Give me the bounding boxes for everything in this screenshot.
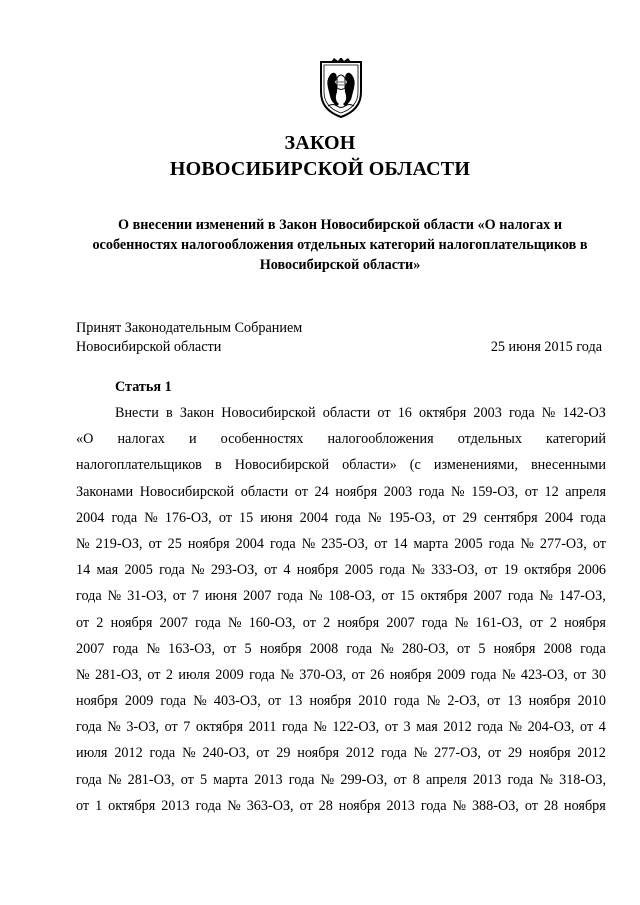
article-text-line: «О налогах и особенностях налогообложения отдельных категорий: [76, 431, 606, 448]
article-text-line: 14 мая 2005 года № 293-ОЗ, от 4 ноября 2005 года № 333-ОЗ, от 19 октября 2006: [76, 562, 606, 579]
article-text-line: 2007 года № 163-ОЗ, от 5 ноября 2008 года № 280-ОЗ, от 5 ноября 2008 года: [76, 640, 606, 657]
adoption-line1: Принят Законодательным Собранием: [76, 320, 303, 336]
article-text-line: от 1 октября 2013 года № 363-ОЗ, от 28 ноября 2013 года № 388-ОЗ, от 28 ноября: [76, 797, 606, 814]
law-title-line2: НОВОСИБИРСКОЙ ОБЛАСТИ: [169, 158, 471, 180]
article-heading: Статья 1: [115, 379, 172, 395]
article-text-line: ноября 2009 года № 403-ОЗ, от 13 ноября 2010 года № 2-ОЗ, от 13 ноября 2010: [76, 693, 606, 710]
coat-of-arms-icon: [315, 58, 367, 120]
subtitle-line: особенностях налогообложения отдельных категорий налогоплательщиков в: [92, 237, 588, 253]
article-text-line: налогоплательщиков в Новосибирской области» (с изменениями, внесенными: [76, 457, 606, 474]
law-subtitle: [60, 215, 620, 275]
article-text-line: Внести в Закон Новосибирской области от 16 октября 2003 года № 142-ОЗ: [115, 405, 606, 421]
adoption-block: [76, 319, 606, 357]
subtitle-line: Новосибирской области»: [259, 257, 421, 273]
law-title-line1: ЗАКОН: [284, 132, 356, 154]
subtitle-line: О внесении изменений в Закон Новосибирской области «О налогах и: [117, 217, 562, 233]
article-text-line: 2004 года № 176-ОЗ, от 15 июня 2004 года № 195-ОЗ, от 29 сентября 2004 года: [76, 509, 606, 526]
adoption-date: 25 июня 2015 года: [490, 339, 602, 355]
article-text-line: июля 2012 года № 240-ОЗ, от 29 ноября 2012 года № 277-ОЗ, от 29 ноября 2012: [76, 745, 606, 762]
article-text-line: Законами Новосибирской области от 24 ноября 2003 года № 159-ОЗ, от 12 апреля: [76, 483, 606, 500]
article-text-line: года № 3-ОЗ, от 7 октября 2011 года № 122-ОЗ, от 3 мая 2012 года № 204-ОЗ, от 4: [76, 719, 606, 736]
article-text-line: от 2 ноября 2007 года № 160-ОЗ, от 2 ноября 2007 года № 161-ОЗ, от 2 ноября: [76, 614, 606, 631]
article-text-line: года № 31-ОЗ, от 7 июня 2007 года № 108-ОЗ, от 15 октября 2007 года № 147-ОЗ,: [76, 588, 606, 605]
article-text-line: № 219-ОЗ, от 25 ноября 2004 года № 235-ОЗ, от 14 марта 2005 года № 277-ОЗ, от: [76, 535, 606, 552]
article-text-line: № 281-ОЗ, от 2 июля 2009 года № 370-ОЗ, от 26 ноября 2009 года № 423-ОЗ, от 30: [76, 666, 606, 683]
article-body: [76, 400, 606, 819]
article-text-line: года № 281-ОЗ, от 5 марта 2013 года № 299-ОЗ, от 8 апреля 2013 года № 318-ОЗ,: [76, 771, 606, 788]
adoption-row2: [76, 338, 606, 357]
adoption-line2: Новосибирской области: [76, 339, 222, 355]
